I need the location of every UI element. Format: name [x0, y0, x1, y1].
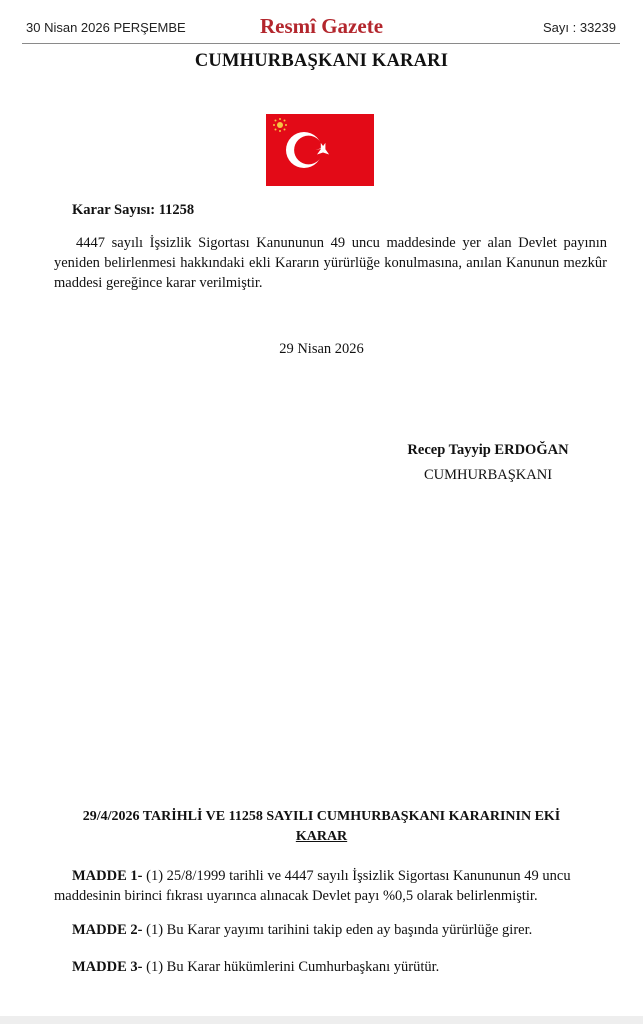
decision-date: 29 Nisan 2026 [279, 341, 364, 357]
gazette-title: Resmî Gazete [259, 14, 384, 38]
article-text: (1) Bu Karar hükümlerini Cumhurbaşkanı yürütür. [142, 959, 440, 975]
annex-heading-line1: 29/4/2026 TARİHLİ VE 11258 SAYILI CUMHURBAŞKANI KARARININ EKİ [82, 809, 561, 824]
article-3 [54, 957, 614, 977]
intro-text: 4447 sayılı İşsizlik Sigortası Kanununun 49 uncu maddesinde yer alan Devlet payının yeniden belirlenmesi hakkındaki ekli Kararın yürürlüğe konulmasına, anılan Kanunun mezkûr maddesi gereğince karar verilmiştir. [54, 235, 607, 291]
article-1 [54, 866, 614, 906]
annex-heading-line2: KARAR [295, 829, 348, 844]
gazette-date: 30 Nisan 2026 PERŞEMBE [26, 20, 186, 35]
annex-heading [30, 807, 613, 847]
turkish-flag-icon [266, 114, 374, 186]
article-2 [54, 920, 614, 940]
decision-number: Karar Sayısı: 11258 [72, 202, 195, 218]
header-divider [22, 43, 620, 44]
document-title: CUMHURBAŞKANI KARARI [194, 51, 449, 71]
intro-paragraph [54, 233, 607, 293]
article-text: (1) 25/8/1999 tarihli ve 4447 sayılı İşsizlik Sigortası Kanununun 49 uncu maddesinin birinci fıkrası uyarınca alınacak Devlet payı %0,5 olarak belirlenmiştir. [54, 868, 571, 904]
bottom-scroll-strip [0, 1016, 643, 1024]
article-text: (1) Bu Karar yayımı tarihini takip eden ay başında yürürlüğe girer. [142, 922, 533, 938]
issue-number: Sayı : 33239 [543, 20, 616, 35]
article-label: MADDE 3- [72, 959, 143, 975]
signer-name: Recep Tayyip ERDOĞAN [407, 442, 569, 458]
signer-title: CUMHURBAŞKANI [423, 467, 553, 483]
article-label: MADDE 2- [72, 922, 143, 938]
article-label: MADDE 1- [72, 868, 143, 884]
